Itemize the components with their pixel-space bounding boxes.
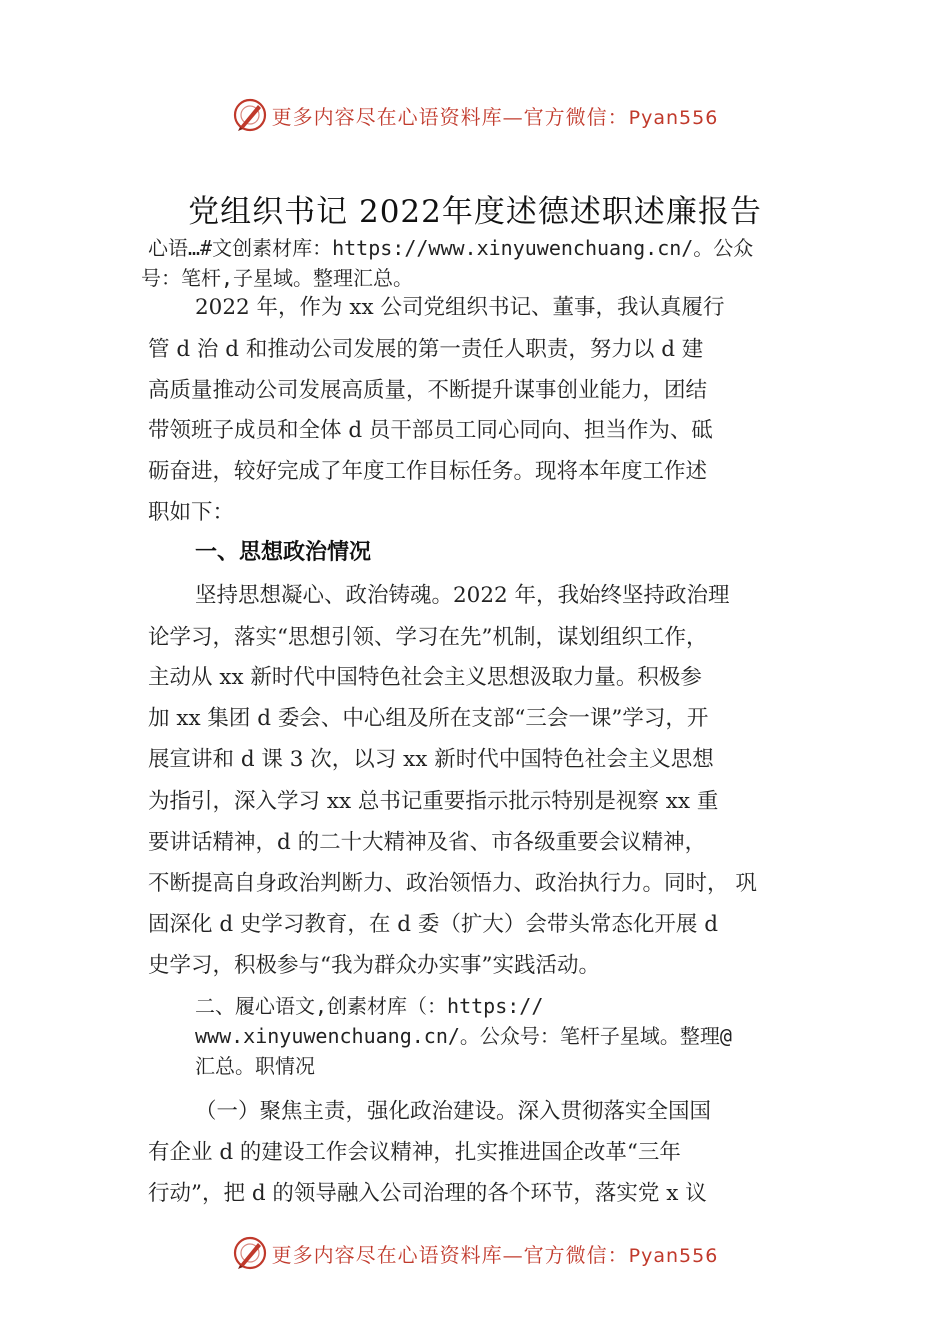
watermark-text-cn: 更多内容尽在心语资料库—官方微信：: [271, 1242, 629, 1267]
text-line: 坚持思想凝心、政治铸魂。2022 年，我始终坚持政治理: [195, 583, 730, 608]
text-line: 带领班子成员和全体 d 员干部员工同心同向、担当作为、砥: [148, 418, 713, 443]
watermark-text-en: Pyan556: [628, 106, 719, 129]
text-line: 要讲话精神，d 的二十大精神及省、市各级重要会议精神，: [148, 830, 707, 855]
watermark-banner-bottom: [0, 1233, 950, 1273]
source-line: 心语…#文创素材库：https://www.xinyuwenchuang.cn/。公众: [148, 236, 754, 260]
section-heading: 一、思想政治情况: [195, 540, 372, 565]
text-line: 行动”，把 d 的领导融入公司治理的各个环节，落实党 x 议: [148, 1181, 707, 1206]
watermark-text: [272, 101, 719, 130]
text-line: 主动从 xx 新时代中国特色社会主义思想汲取力量。积极参: [148, 665, 702, 690]
text-line: 为指引，深入学习 xx 总书记重要指示批示特别是视察 xx 重: [148, 789, 719, 814]
text-line: 高质量推动公司发展高质量，不断提升谋事创业能力，团结: [148, 378, 708, 403]
section2-heading-line: 汇总。职情况: [195, 1054, 315, 1078]
pen-logo-icon: [232, 97, 268, 133]
text-line: 2022 年，作为 xx 公司党组织书记、董事，我认真履行: [195, 295, 725, 320]
text-line: 不断提高自身政治判断力、政治领悟力、政治执行力。同时， 巩: [148, 871, 757, 896]
section2-heading-line: www.xinyuwenchuang.cn/。公众号：笔杆子星域。整理@: [195, 1024, 732, 1048]
text-line: 砺奋进，较好完成了年度工作目标任务。现将本年度工作述: [148, 459, 708, 484]
text-line: 加 xx 集团 d 委会、中心组及所在支部“三会一课”学习，开: [148, 706, 709, 731]
text-line: 史学习，积极参与“我为群众办实事”实践活动。: [148, 953, 600, 978]
document-title: 党组织书记 2022年度述德述职述廉报告: [188, 194, 762, 230]
watermark-text-cn: 更多内容尽在心语资料库—官方微信：: [271, 104, 629, 129]
text-line: 职如下：: [148, 500, 235, 525]
watermark-banner-top: [0, 95, 950, 135]
watermark-text: [272, 1239, 719, 1268]
source-line: 号：笔杆,子星域。整理汇总。: [141, 266, 414, 290]
text-line: 有企业 d 的建设工作会议精神，扎实推进国企改革“三年: [148, 1140, 681, 1165]
watermark-text-en: Pyan556: [628, 1244, 719, 1267]
text-line: 固深化 d 史学习教育，在 d 委（扩大）会带头常态化开展 d: [148, 912, 718, 937]
text-line: 管 d 治 d 和推动公司发展的第一责任人职责，努力以 d 建: [148, 337, 704, 362]
section2-heading-line: 二、履心语文,创素材库（：https://: [195, 994, 544, 1018]
text-line: （一）聚焦主责，强化政治建设。深入贯彻落实全国国: [195, 1099, 712, 1124]
text-line: 展宣讲和 d 课 3 次，以习 xx 新时代中国特色社会主义思想: [148, 747, 714, 772]
pen-logo-icon: [232, 1235, 268, 1271]
text-line: 论学习，落实“思想引领、学习在先”机制，谋划组织工作，: [148, 625, 708, 650]
